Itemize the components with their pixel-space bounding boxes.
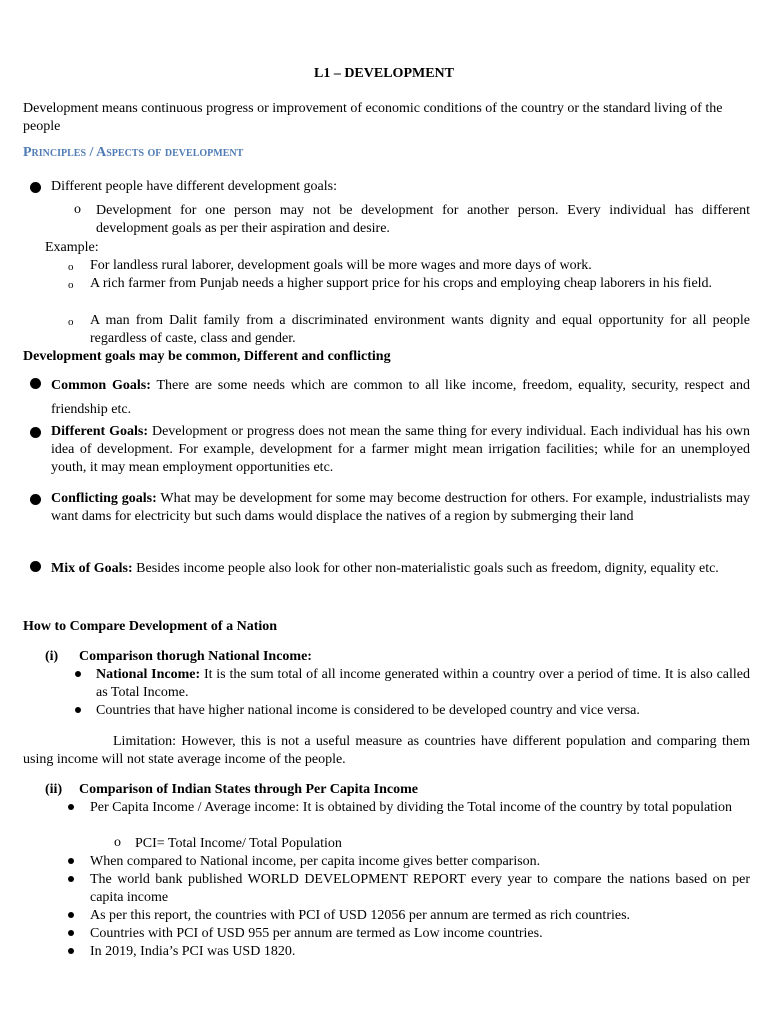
limitation-paragraph: Limitation: However, this is not a useful measure as countries have different population and comparing them using income will not state average income of the people.	[23, 734, 750, 767]
goal-label: Common Goals:	[51, 378, 151, 393]
goal-mix	[51, 557, 750, 581]
goal-text: Besides income people also look for other non-materialistic goals such as freedom, dignity, equality etc.	[132, 561, 719, 576]
bullet-dot	[30, 561, 41, 572]
national-income-item	[96, 666, 750, 702]
formula-circle: o	[114, 835, 121, 850]
bullet-dot	[30, 494, 41, 505]
ni-text: It is the sum total of all income generated within a country over a period of time. It is also called as Total Income.	[96, 667, 750, 700]
bullet-dot	[75, 671, 81, 677]
goal-label: Conflicting goals:	[51, 491, 157, 506]
bullet-dot	[68, 912, 74, 918]
goals-heading: Development goals may be common, Different and conflicting	[23, 349, 391, 364]
goal-text: There are some needs which are common to all like income, freedom, equality, security, respect and friendship etc.	[51, 378, 750, 417]
goal-label: Mix of Goals:	[51, 561, 133, 576]
principles-heading: Principles / Aspects of development	[23, 145, 244, 160]
example-label: Example:	[45, 240, 99, 255]
section-ii-title: Comparison of Indian States through Per Capita Income	[79, 782, 419, 797]
goal-conflicting	[51, 490, 750, 526]
goal-text: What may be development for some may become destruction for others. For example, industrialists may want dams for electricity but such dams would displace the natives of a region by submerging their land	[51, 491, 751, 524]
example-item-3: A man from Dalit family from a discriminated environment wants dignity and equal opportunity for all people regardless of caste, class and gender.	[90, 313, 750, 346]
pci-item-3: The world bank published WORLD DEVELOPMENT REPORT every year to compare the nations based on per capita income	[90, 872, 750, 905]
pci-item-5: Countries with PCI of USD 955 per annum are termed as Low income countries.	[90, 926, 543, 941]
section-i-number: (i)	[45, 649, 59, 664]
compare-heading: How to Compare Development of a Nation	[23, 619, 278, 634]
section-ii-number: (ii)	[45, 782, 63, 797]
bullet-dot	[68, 804, 74, 810]
goal-text: Development or progress does not mean the same thing for every individual. Each individual has his own idea of development. For example, development for a farmer might mean irrigation facilities; while for an unemployed youth, it may mean employment opportunities etc.	[51, 424, 750, 475]
bullet-dot	[75, 707, 81, 713]
bullet-different-people: Different people have different development goals:	[51, 179, 337, 194]
goal-different	[51, 423, 750, 477]
ni-label: National Income:	[96, 667, 201, 682]
pci-item-4: As per this report, the countries with PCI of USD 12056 per annum are termed as rich countries.	[90, 908, 631, 923]
document-title: L1 – DEVELOPMENT	[313, 66, 454, 81]
bullet-dot	[30, 182, 41, 193]
bullet-dot	[30, 427, 41, 438]
bullet-dot	[68, 930, 74, 936]
example-item-1: For landless rural laborer, development goals will be more wages and more days of work.	[90, 258, 592, 273]
bullet-dot	[68, 858, 74, 864]
pci-item-2: When compared to National income, per capita income gives better comparison.	[90, 854, 541, 869]
section-i-title: Comparison thorugh National Income:	[79, 649, 312, 664]
pci-formula: PCI= Total Income/ Total Population	[135, 836, 342, 851]
example-circle: o	[68, 316, 74, 328]
example-circle: o	[68, 279, 74, 291]
example-item-2: A rich farmer from Punjab needs a higher support price for his crops and employing cheap laborers in his field.	[90, 276, 713, 291]
bullet-dot	[30, 378, 41, 389]
bullet-dot	[68, 948, 74, 954]
goal-common	[51, 374, 750, 422]
sub-bullet-one: Development for one person may not be development for another person. Every individual has different development goals as per their aspiration and desire.	[96, 203, 750, 236]
intro-paragraph: Development means continuous progress or improvement of economic conditions of the country or the standard living of the people	[23, 101, 723, 134]
pci-item-1: Per Capita Income / Average income: It is obtained by dividing the Total income of the country by total population	[90, 800, 732, 815]
national-income-item-2: Countries that have higher national income is considered to be developed country and vice versa.	[96, 703, 640, 718]
bullet-dot	[68, 876, 74, 882]
pci-item-6: In 2019, India’s PCI was USD 1820.	[90, 944, 296, 959]
goal-label: Different Goals:	[51, 424, 149, 439]
example-circle: o	[68, 261, 74, 273]
sub-bullet-circle: o	[74, 202, 81, 217]
